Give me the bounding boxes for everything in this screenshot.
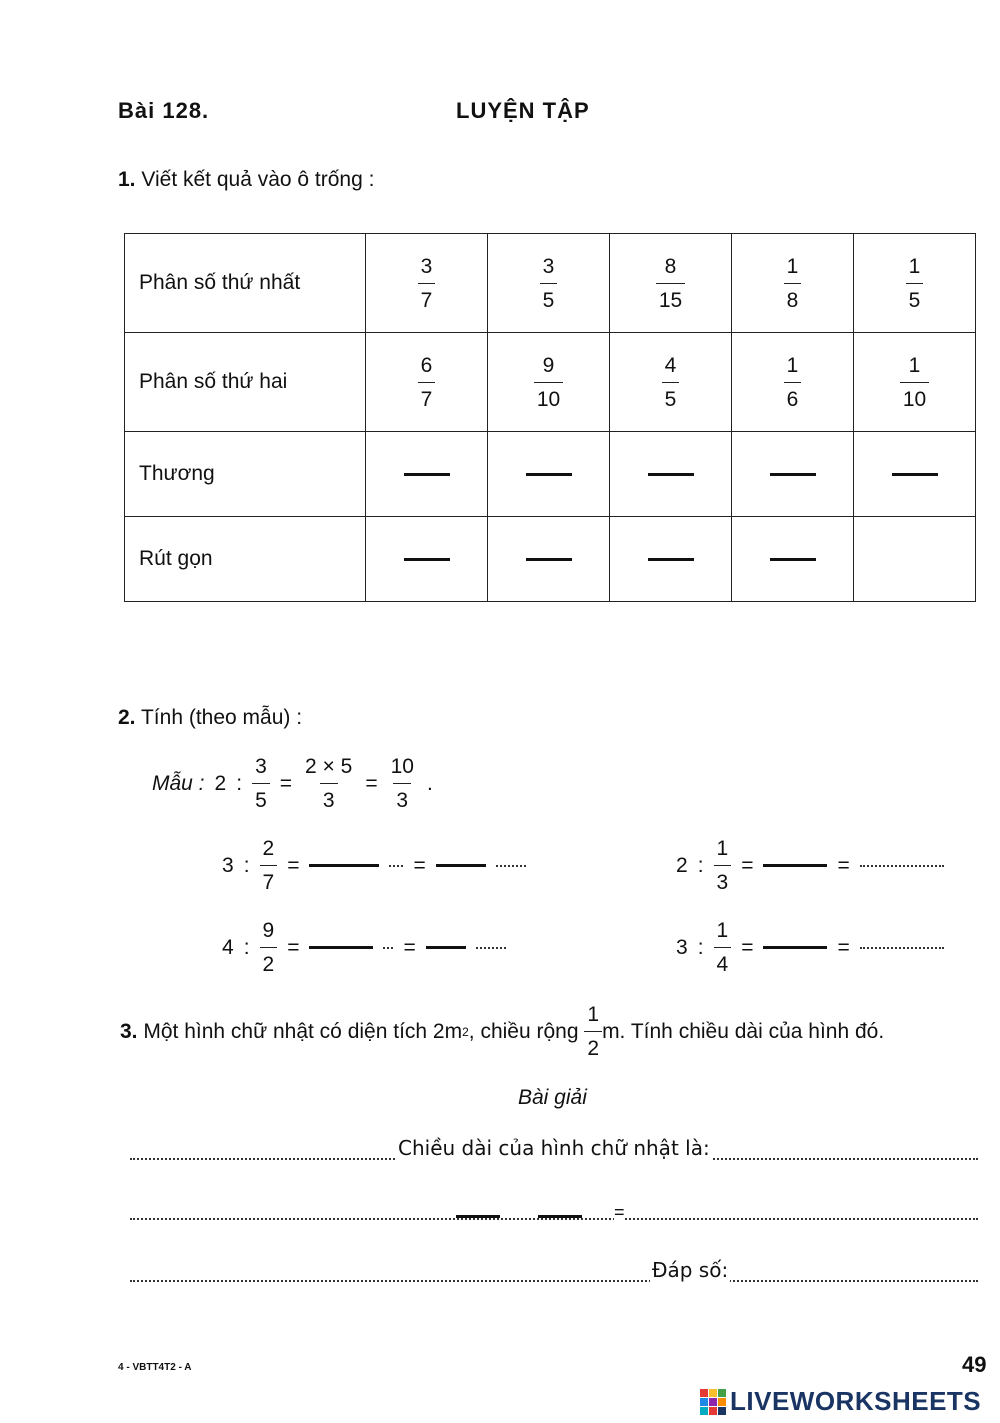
table-row-simplified (125, 517, 976, 602)
page-title: LUYỆN TẬP (456, 98, 590, 123)
answer-blank[interactable] (610, 432, 732, 517)
logo-icon (700, 1389, 726, 1415)
solution-title: Bài giải (518, 1086, 587, 1109)
empty-cell (854, 517, 976, 602)
brand-name: LIVEWORKSHEETS (730, 1386, 982, 1416)
answer-label: Đáp số: (652, 1258, 729, 1282)
answer-blank[interactable] (732, 432, 854, 517)
answer-blank[interactable] (763, 864, 827, 867)
ex2-item-3: 4 : $\frac{9}{2}$ = = (222, 920, 506, 975)
answer-blank[interactable] (763, 946, 827, 949)
ex3-number: 3. (120, 1019, 138, 1043)
table-row-first-fraction (125, 234, 976, 333)
row-label: Rút gọn (125, 517, 366, 602)
answer-blank[interactable] (309, 864, 379, 867)
sample-label: Mẫu : (152, 771, 205, 795)
book-code: 4 - VBTT4T2 - A (118, 1362, 192, 1373)
answer-blank[interactable] (860, 865, 944, 867)
lesson-number: Bài 128. (118, 98, 210, 123)
ex2-item-1: 3 : $\frac{2}{7}$ = = (222, 838, 526, 893)
answer-blank[interactable] (732, 517, 854, 602)
solution-line-2[interactable] (130, 1218, 978, 1220)
solution-equals: = (614, 1202, 625, 1222)
fraction-cell: $\frac{4}{5}$ (610, 333, 732, 432)
fraction-cell: $\frac{3}{7}$ (366, 234, 488, 333)
ex2-item-4: 3 : $\frac{1}{4}$ = = (676, 920, 944, 975)
fraction-cell: $\frac{3}{5}$ (488, 234, 610, 333)
ex2-text: Tính (theo mẫu) : (140, 706, 303, 729)
table-row-quotient (125, 432, 976, 517)
answer-blank[interactable] (366, 517, 488, 602)
sample-expression: Mẫu : 2 : $\frac{3}{5}$ = $\frac{2 \times 5}{3}$ = $\frac{10}{3}$ . (152, 755, 433, 812)
fraction-cell: $\frac{1}{8}$ (732, 234, 854, 333)
sample-fraction: $\frac{3}{5}$ (252, 756, 270, 811)
page-number: 49 (962, 1352, 987, 1377)
answer-blank[interactable] (610, 517, 732, 602)
width-fraction: $\frac{1}{2}$ (584, 1004, 602, 1059)
ex1-number: 1. (118, 168, 136, 191)
fraction-cell: $\frac{8}{15}$ (610, 234, 732, 333)
ex1-text: Viết kết quả vào ô trống : (141, 168, 375, 191)
table-row-second-fraction (125, 333, 976, 432)
solution-text-1: Chiều dài của hình chữ nhật là: (398, 1136, 710, 1160)
answer-blank[interactable] (488, 517, 610, 602)
row-label: Phân số thứ nhất (125, 234, 366, 333)
answer-blank[interactable] (538, 1215, 582, 1218)
ex2-item-2: 2 : $\frac{1}{3}$ = = (676, 838, 944, 893)
ex1-prompt (118, 168, 374, 192)
answer-blank[interactable] (456, 1215, 500, 1218)
brand-logo (700, 1386, 981, 1417)
answer-blank[interactable] (488, 432, 610, 517)
answer-blank[interactable] (426, 946, 466, 949)
answer-blank[interactable] (854, 432, 976, 517)
row-label: Phân số thứ hai (125, 333, 366, 432)
answer-blank[interactable] (366, 432, 488, 517)
solution-line-3[interactable] (130, 1280, 978, 1282)
answer-blank[interactable] (436, 864, 486, 867)
fraction-cell: $\frac{1}{5}$ (854, 234, 976, 333)
row-label: Thương (125, 432, 366, 517)
ex3-prompt: 3. Một hình chữ nhật có diện tích 2m 2 , chiều rộng $\frac{1}{2}$ m. Tính chiều dài của hình đó. (120, 1003, 885, 1060)
answer-blank[interactable] (860, 947, 944, 949)
fraction-cell: $\frac{9}{10}$ (488, 333, 610, 432)
answer-blank[interactable] (309, 946, 373, 949)
sample-result: $\frac{10}{3}$ (390, 755, 414, 812)
fraction-cell: $\frac{1}{10}$ (854, 333, 976, 432)
sample-work: $\frac{2 \times 5}{3}$ (305, 755, 353, 812)
fraction-table (124, 233, 976, 602)
ex2-number: 2. (118, 706, 136, 729)
ex2-prompt (118, 706, 302, 730)
fraction-cell: $\frac{1}{6}$ (732, 333, 854, 432)
fraction-cell: $\frac{6}{7}$ (366, 333, 488, 432)
